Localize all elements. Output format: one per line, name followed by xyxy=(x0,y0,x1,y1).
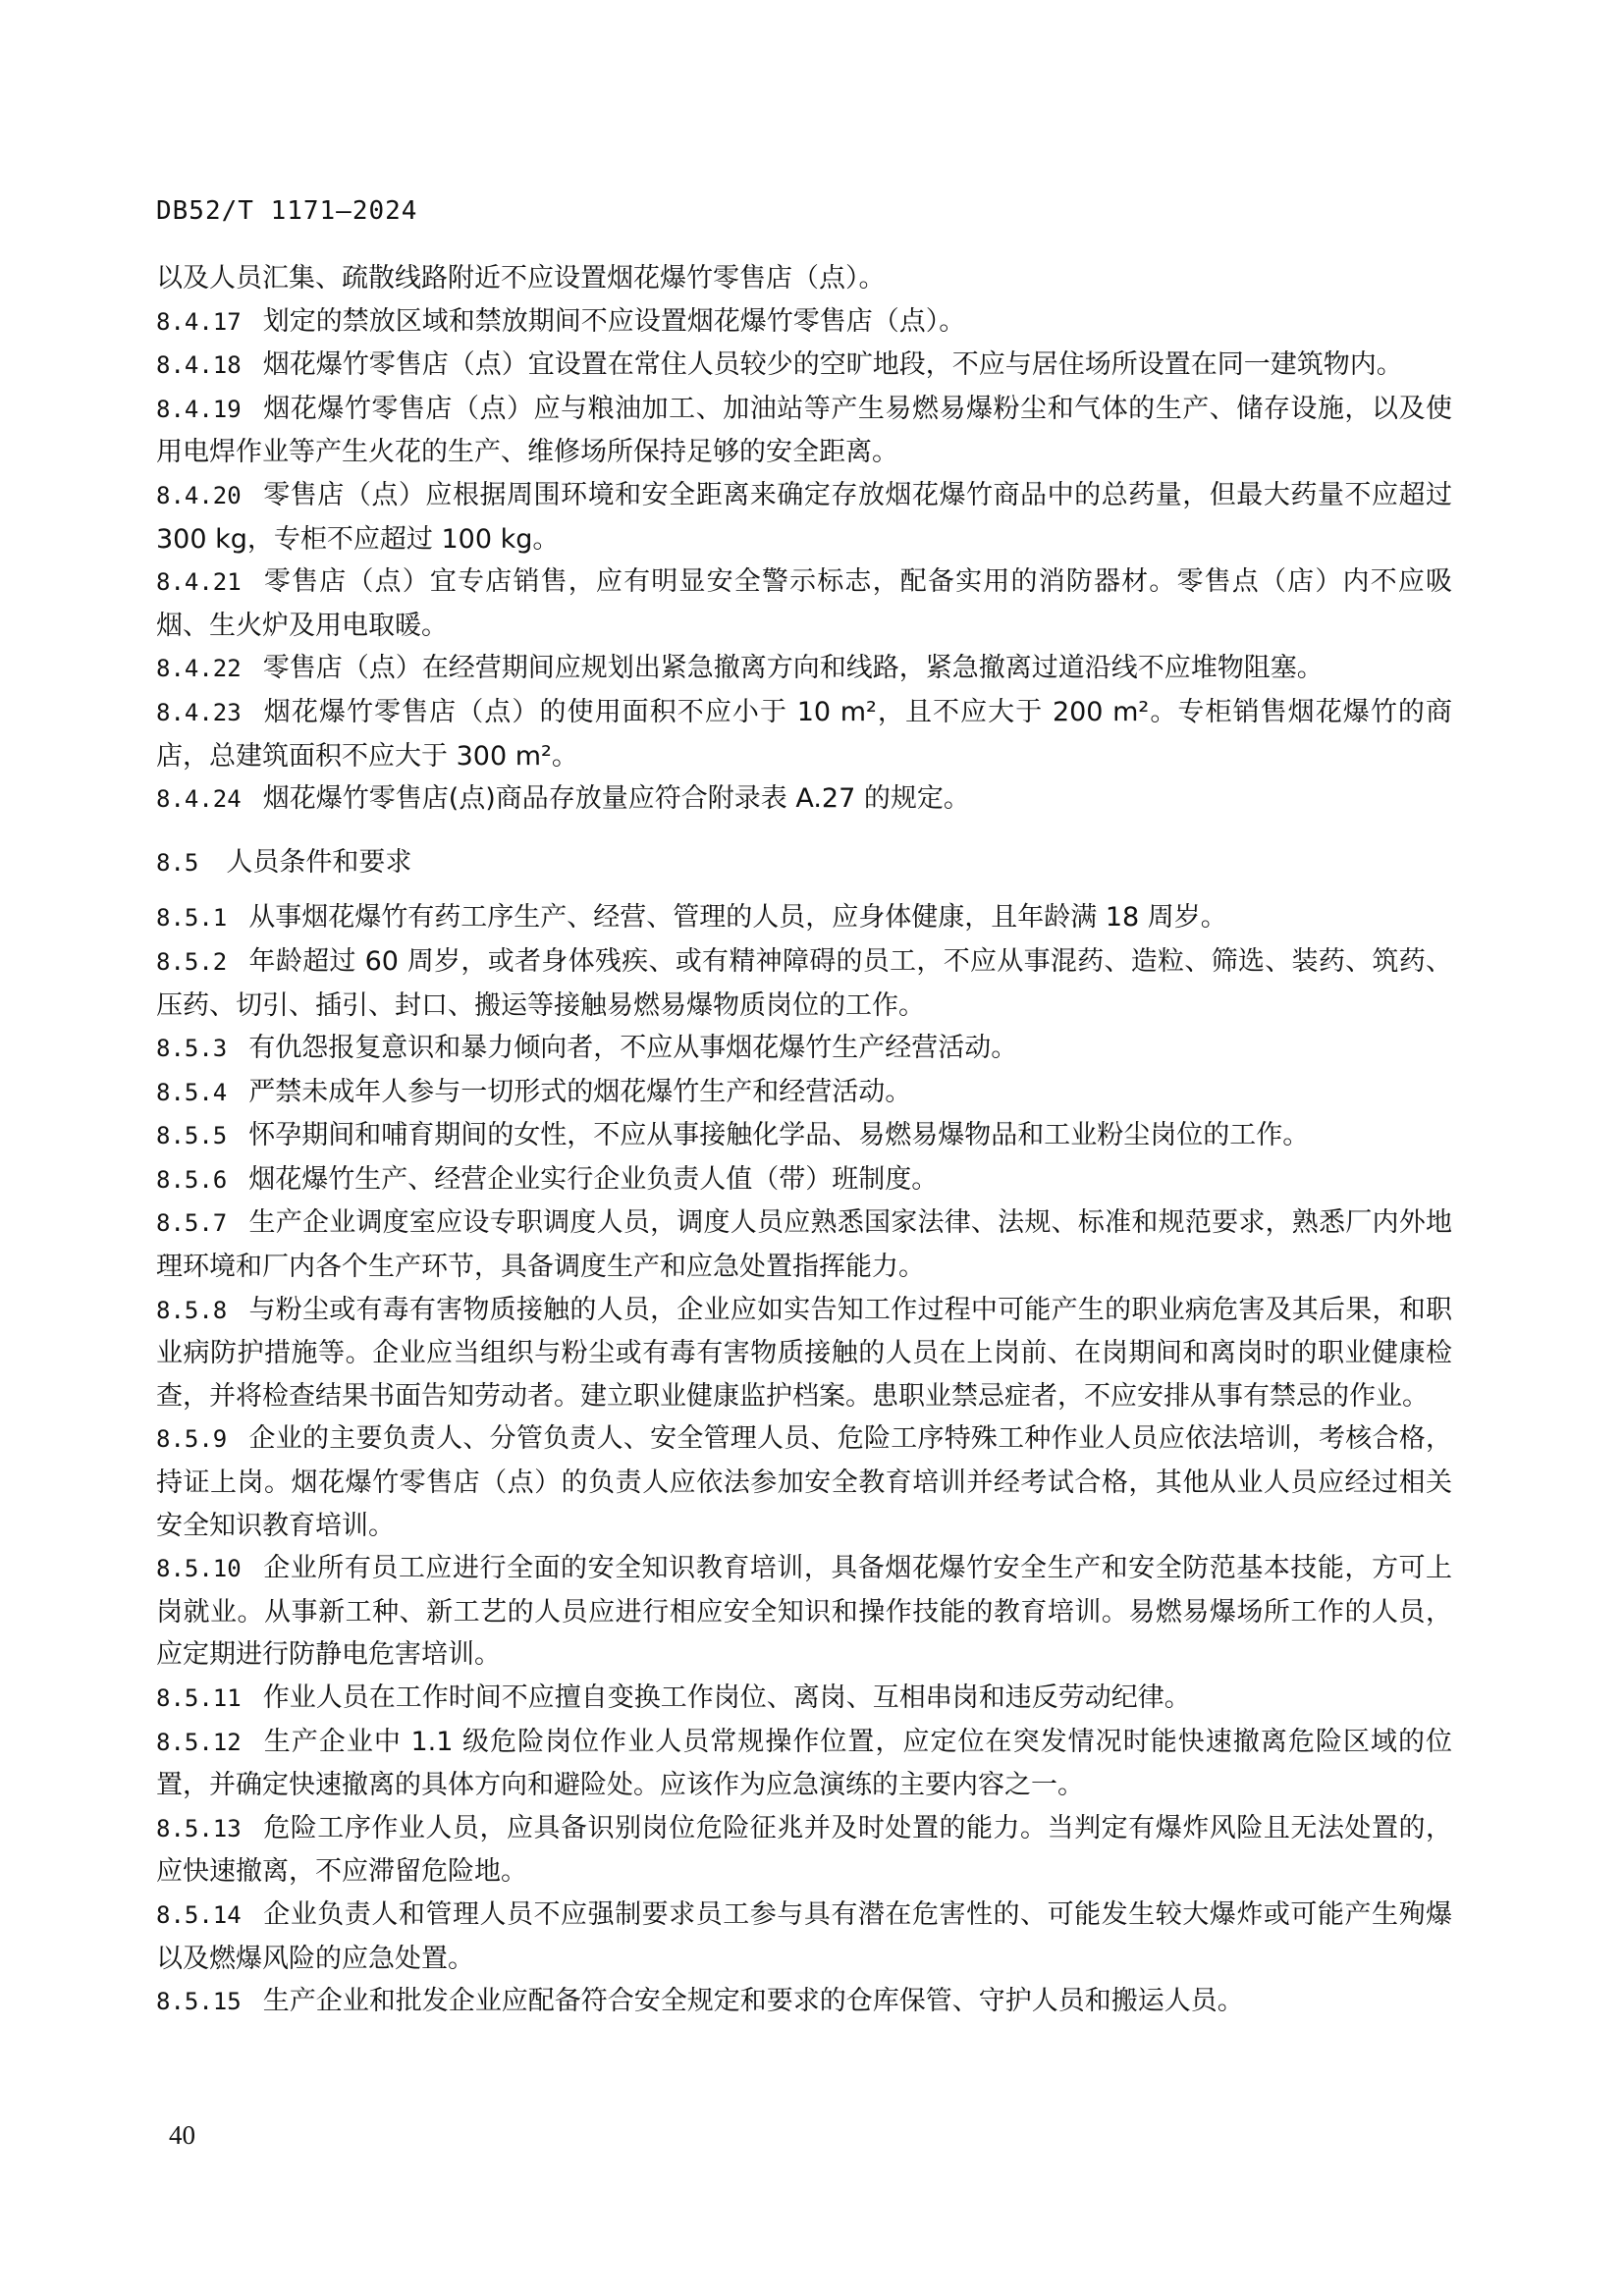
clause-number: 8.5.14 xyxy=(156,1900,242,1929)
clause-8-5-15 xyxy=(156,1980,1452,2024)
clause-number: 8.4.20 xyxy=(156,481,242,509)
clause-8-5-11 xyxy=(156,1677,1452,1721)
clause-number: 8.5.10 xyxy=(156,1555,242,1583)
clause-8-5-4 xyxy=(156,1071,1452,1115)
clause-text: 企业所有员工应进行全面的安全知识教育培训，具备烟花爆竹安全生产和安全防范基本技能，方可上岗就业。从事新工种、新工艺的人员应进行相应安全知识和操作技能的教育培训。易燃易爆场所工作的人员，应定期进行防静电危害培训。 xyxy=(156,1553,1452,1671)
clause-text: 与粉尘或有毒有害物质接触的人员，企业应如实告知工作过程中可能产生的职业病危害及其后果，和职业病防护措施等。企业应当组织与粉尘或有毒有害物质接触的人员在上岗前、在岗期间和离岗时的职业健康检查，并将检查结果书面告知劳动者。建立职业健康监护档案。患职业禁忌症者，不应安排从事有禁忌的作业。 xyxy=(156,1294,1452,1412)
clause-8-4-19 xyxy=(156,388,1452,474)
clause-text: 烟花爆竹生产、经营企业实行企业负责人值（带）班制度。 xyxy=(248,1163,939,1195)
clause-number: 8.5.9 xyxy=(156,1425,228,1454)
page-body xyxy=(156,257,1452,2024)
clause-number: 8.5.12 xyxy=(156,1728,242,1756)
clause-text: 作业人员在工作时间不应擅自变换工作岗位、离岗、互相串岗和违反劳动纪律。 xyxy=(262,1682,1191,1713)
clause-8-5-8 xyxy=(156,1289,1452,1418)
clause-text: 生产企业中 1.1 级危险岗位作业人员常规操作位置，应定位在突发情况时能快速撤离危险区域的位置，并确定快速撤离的具体方向和避险处。应该作为应急演练的主要内容之一。 xyxy=(156,1726,1452,1801)
clause-text: 烟花爆竹零售店(点)商品存放量应符合附录表 A.27 的规定。 xyxy=(262,783,970,815)
clause-text: 烟花爆竹零售店（点）宜设置在常住人员较少的空旷地段，不应与居住场所设置在同一建筑物内。 xyxy=(262,349,1403,381)
clause-number: 8.5.15 xyxy=(156,1988,242,2016)
clause-8-4-24 xyxy=(156,777,1452,822)
clause-8-5-12 xyxy=(156,1721,1452,1807)
clause-number: 8.5.8 xyxy=(156,1296,228,1324)
clause-8-5-13 xyxy=(156,1807,1452,1894)
clause-8-4-20 xyxy=(156,474,1452,561)
continuation-paragraph: 以及人员汇集、疏散线路附近不应设置烟花爆竹零售店（点）。 xyxy=(156,263,886,294)
section-number: 8.5 xyxy=(156,848,199,877)
clause-number: 8.4.22 xyxy=(156,655,242,683)
clause-8-5-7 xyxy=(156,1201,1452,1288)
clause-8-5-9 xyxy=(156,1417,1452,1547)
clause-text: 烟花爆竹零售店（点）的使用面积不应小于 10 m²，且不应大于 200 m²。专柜销售烟花爆竹的商店，总建筑面积不应大于 300 m²。 xyxy=(156,696,1452,772)
clause-number: 8.5.6 xyxy=(156,1165,228,1194)
clause-number: 8.4.24 xyxy=(156,785,242,814)
clause-8-5-2 xyxy=(156,940,1452,1027)
clause-number: 8.5.1 xyxy=(156,904,228,933)
clause-number: 8.5.3 xyxy=(156,1035,228,1063)
clause-text: 划定的禁放区域和禁放期间不应设置烟花爆竹零售店（点）。 xyxy=(262,305,966,337)
clause-text: 从事烟花爆竹有药工序生产、经营、管理的人员，应身体健康，且年龄满 18 周岁。 xyxy=(248,902,1227,934)
clause-text: 怀孕期间和哺育期间的女性，不应从事接触化学品、易燃易爆物品和工业粉尘岗位的工作。 xyxy=(248,1120,1310,1151)
clause-number: 8.4.18 xyxy=(156,351,242,380)
clause-text: 企业负责人和管理人员不应强制要求员工参与具有潜在危害性的、可能发生较大爆炸或可能产生殉爆以及燃爆风险的应急处置。 xyxy=(156,1898,1452,1974)
clause-number: 8.5.2 xyxy=(156,947,228,976)
clause-8-4-18 xyxy=(156,344,1452,388)
clause-text: 零售店（点）应根据周围环境和安全距离来确定存放烟花爆竹商品中的总药量，但最大药量不应超过 300 kg，专柜不应超过 100 kg。 xyxy=(156,479,1452,555)
clause-8-5-10 xyxy=(156,1547,1452,1677)
clause-number: 8.5.4 xyxy=(156,1078,228,1106)
clause-number: 8.5.7 xyxy=(156,1209,228,1238)
clause-8-4-17 xyxy=(156,300,1452,345)
clauses-8-5 xyxy=(156,896,1452,2023)
clause-text: 危险工序作业人员，应具备识别岗位危险征兆并及时处置的能力。当判定有爆炸风险且无法处置的，应快速撤离，不应滞留危险地。 xyxy=(156,1812,1452,1888)
clause-text: 生产企业调度室应设专职调度人员，调度人员应熟悉国家法律、法规、标准和规范要求，熟悉厂内外地理环境和厂内各个生产环节，具备调度生产和应急处置指挥能力。 xyxy=(156,1207,1452,1283)
clauses-8-4 xyxy=(156,300,1452,822)
clause-text: 烟花爆竹零售店（点）应与粮油加工、加油站等产生易燃易爆粉尘和气体的生产、储存设施，以及使用电焊作业等产生火花的生产、维修场所保持足够的安全距离。 xyxy=(156,393,1452,468)
page-number: 40 xyxy=(169,2120,195,2150)
clause-8-5-14 xyxy=(156,1894,1452,1980)
clause-8-5-1 xyxy=(156,896,1452,940)
clause-number: 8.4.23 xyxy=(156,698,242,726)
clause-8-5-6 xyxy=(156,1158,1452,1202)
section-title: 人员条件和要求 xyxy=(226,846,412,878)
clause-8-5-3 xyxy=(156,1027,1452,1071)
clause-number: 8.4.17 xyxy=(156,307,242,336)
clause-number: 8.5.11 xyxy=(156,1684,242,1712)
clause-number: 8.5.5 xyxy=(156,1122,228,1150)
clause-text: 严禁未成年人参与一切形式的烟花爆竹生产和经营活动。 xyxy=(248,1076,912,1107)
clause-text: 企业的主要负责人、分管负责人、安全管理人员、危险工序特殊工种作业人员应依法培训，考核合格，持证上岗。烟花爆竹零售店（点）的负责人应依法参加安全教育培训并经考试合格，其他从业人员应经过相关安全知识教育培训。 xyxy=(156,1423,1452,1541)
clause-number: 8.4.19 xyxy=(156,395,242,423)
clause-text: 零售店（点）宜专店销售，应有明显安全警示标志，配备实用的消防器材。零售点（店）内不应吸烟、生火炉及用电取暖。 xyxy=(156,566,1452,641)
clause-8-4-22 xyxy=(156,647,1452,691)
clause-text: 零售店（点）在经营期间应规划出紧急撤离方向和线路，紧急撤离过道沿线不应堆物阻塞。 xyxy=(262,653,1324,684)
clause-text: 有仇怨报复意识和暴力倾向者，不应从事烟花爆竹生产经营活动。 xyxy=(248,1033,1018,1064)
section-heading-8-5 xyxy=(156,841,1452,885)
clause-8-4-23 xyxy=(156,691,1452,777)
clause-number: 8.4.21 xyxy=(156,568,242,597)
clause-text: 生产企业和批发企业应配备符合安全规定和要求的仓库保管、守护人员和搬运人员。 xyxy=(262,1986,1244,2017)
clause-8-5-5 xyxy=(156,1114,1452,1158)
document-code: DB52/T 1171—2024 xyxy=(156,196,418,226)
clause-text: 年龄超过 60 周岁，或者身体残疾、或有精神障碍的员工，不应从事混药、造粒、筛选、装药、筑药、压药、切引、插引、封口、搬运等接触易燃易爆物质岗位的工作。 xyxy=(156,945,1452,1021)
clause-8-4-21 xyxy=(156,561,1452,647)
clause-number: 8.5.13 xyxy=(156,1814,242,1842)
